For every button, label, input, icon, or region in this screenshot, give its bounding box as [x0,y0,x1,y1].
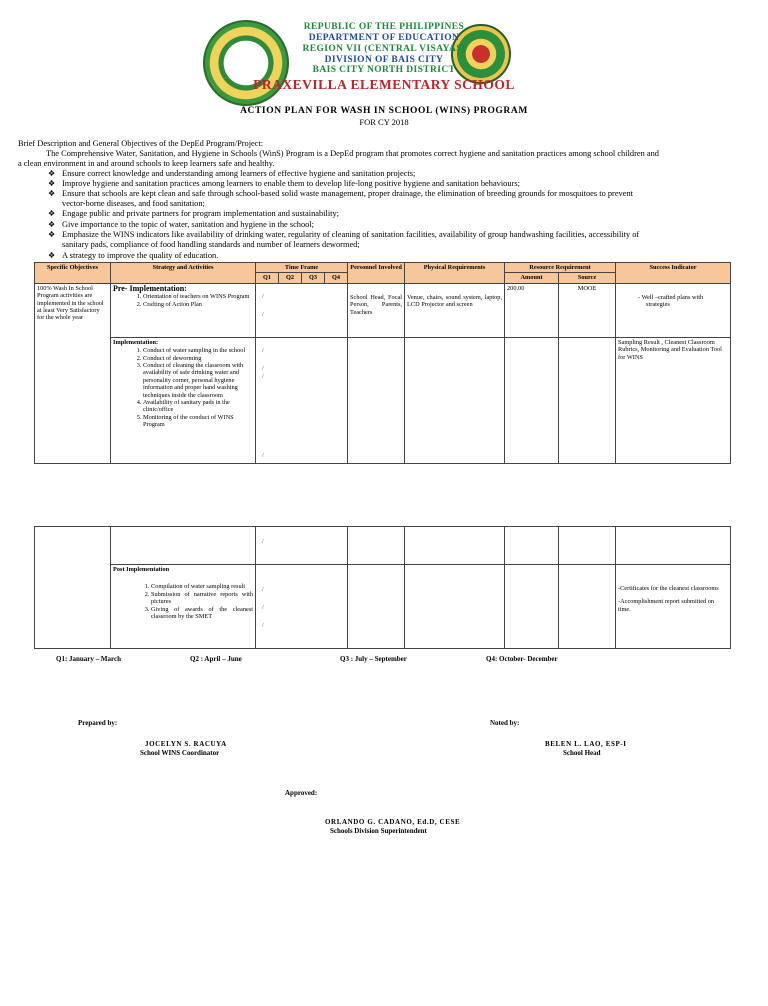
diamond-bullet-icon: ❖ [48,220,56,229]
objective-bullet: ❖ A strategy to improve the quality of education. [48,251,219,260]
post-implementation-cell [111,565,256,649]
diamond-bullet-icon: ❖ [48,189,56,198]
check-mark: / [262,293,264,300]
approved-label: Approved: [285,789,318,797]
prepared-by-name: JOCELYN S. RACUYA [145,740,227,748]
approved-name: ORLANDO G. CADANO, Ed.D, CESE [325,818,461,826]
success-indicator-cell: Sampling Result , Cleanest Classroom Rubrics, Monitoring and Evaluation Tool for WINS [616,337,731,463]
diamond-bullet-icon: ❖ [48,179,56,188]
check-mark: / [262,452,264,459]
physical-requirements-cell [405,337,505,463]
objective-bullet-continued: sanitary pads, compliance of food handling standards and number of learners dewormed; [62,240,360,249]
table-row-continued [35,527,731,565]
header-physical-requirements: Physical Requirements [405,263,505,284]
legend-q1: Q1: January – March [56,655,122,663]
check-mark: / [262,347,264,354]
prepared-by-label: Prepared by: [78,719,118,727]
time-frame-cell [256,527,348,565]
objective-bullet: ❖ Ensure that schools are kept clean and safe through school-based solid waste management, proper drainage, the elimination of breeding grounds for mosquitoes to prevent [48,189,633,198]
amount-cell [505,337,559,463]
table-row-pre-implementation [35,283,731,337]
legend-q4: Q4: October- December [486,655,558,663]
time-frame-cell [256,337,348,463]
action-plan-table-continued [34,526,731,649]
header-time-frame: Time Frame [256,263,348,273]
table-row-post-implementation [35,565,731,649]
description-body-1: The Comprehensive Water, Sanitation, and Hygiene in Schools (WinS) Program is a DepEd program that promotes correct hygiene and sanitation practices among school children and [46,149,659,158]
pre-implementation-label: Pre- Implementation: [113,283,187,293]
objective-cell: 100% Wash In School Program activities are implemented in the school at least Very Satisfactory for the whole year [35,283,111,463]
school-name: PRAXEVILLA ELEMENTARY SCHOOL [253,77,515,92]
noted-by-label: Noted by: [490,719,520,727]
objective-bullet: ❖ Give importance to the topic of water, sanitation and hygiene in the school; [48,220,315,229]
header-success-indicator: Success Indicator [616,263,731,284]
success-indicator-cell [616,283,731,337]
physical-requirements-cell [405,565,505,649]
list-item: 1. Orientation of teachers on WINS Program [143,293,253,300]
diamond-bullet-icon: ❖ [48,230,56,239]
objective-bullet: ❖ Improve hygiene and sanitation practices among learners to enable them to develop life-long positive hygiene and sanitation behaviours; [48,179,520,188]
pre-implementation-cell [111,283,256,337]
personnel-cell: School Head, Focal Person, Parents, Teachers [348,283,405,337]
noted-by-title: School Head [563,749,601,757]
header-q4: Q4 [325,273,348,283]
plan-year: FOR CY 2018 [359,117,409,127]
action-plan-table [34,262,731,464]
success-dash: - [638,293,642,301]
check-mark: / [262,539,264,545]
objective-bullet: ❖ Ensure correct knowledge and understanding among learners of effective hygiene and sanitation projects; [48,169,416,178]
source-cell: MOOE [559,283,616,337]
legend-q3: Q3 : July – September [340,655,407,663]
amount-cell [505,565,559,649]
header-district: BAIS CITY NORTH DISTRICT [312,65,456,75]
objective-bullet: ❖ Emphasize the WINS indicators like availability of drinking water, regularity of cleaning of sanitation facilities, availability of group handwashing facilities, accessibility of [48,230,640,239]
physical-requirements-cell: Venue, chairs, sound system, laptop, LCD Projector and screen [405,283,505,337]
implementation-cell [111,337,256,463]
objective-bullet: ❖ Engage public and private partners for program implementation and sustainability; [48,209,339,218]
success-certificates: -Certificates for the cleanest classrooms [618,585,719,592]
noted-by-name: BELEN L. LAO, ESP-I [545,740,627,748]
source-cell [559,565,616,649]
check-mark: / [262,311,264,318]
header-republic: REPUBLIC OF THE PHILIPPINES [303,22,465,32]
success-accomplishment: -Accomplishment report submitted on time. [618,598,715,613]
header-division: DIVISION OF BAIS CITY [324,55,444,65]
check-mark: / [262,623,264,629]
list-item: 5. Monitoring of the conduct of WINS Program [143,414,253,429]
check-mark: / [262,587,264,593]
diamond-bullet-icon: ❖ [48,209,56,218]
post-implementation-label: Post Implementation [113,566,170,573]
legend-q2: Q2 : April – June [190,655,242,663]
header-q3: Q3 [302,273,325,283]
implementation-label: Implementation: [113,338,159,346]
list-item: 2. Crafting of Action Plan [143,301,253,308]
list-item: 2. Submission of narrative reports with pictures [151,591,253,606]
description-label: Brief Description and General Objectives of the DepEd Program/Project: [18,139,264,148]
physical-requirements-cell [405,527,505,565]
header-department: DEPARTMENT OF EDUCATION [308,33,460,43]
list-item: 3. Giving of awards of the cleanest classroom by the SMET [151,606,253,621]
objective-bullet-continued: vector-borne diseases, and food sanitation; [62,199,205,208]
description-body-2: a clean environment in and around schools to keep learners safe and healthy. [18,159,275,168]
header-q1: Q1 [256,273,279,283]
header-amount: Amount [505,273,559,283]
header-source: Source [559,273,616,283]
success-text: Well –crafted plans with strategies [641,293,704,309]
plan-title: ACTION PLAN FOR WASH IN SCHOOL (WINS) PROGRAM [240,106,528,116]
approved-title: Schools Division Superintendent [330,827,427,835]
header-q2: Q2 [279,273,302,283]
source-cell [559,337,616,463]
header-resource-requirement: Resource Requirement [505,263,616,273]
header-specific-objectives: Specific Objectives [35,263,111,284]
personnel-cell [348,527,405,565]
time-frame-cell [256,283,348,337]
list-item: 2. Conduct of deworming [143,355,253,362]
personnel-cell [348,565,405,649]
amount-cell [505,527,559,565]
list-item: 1. Compilation of water sampling result [151,583,253,590]
check-mark: / [262,373,264,380]
check-mark: / [262,605,264,611]
diamond-bullet-icon: ❖ [48,251,56,260]
table-row-implementation [35,337,731,463]
list-item: 3. Conduct of cleaning the classroom with availability of safe drinking water and personality corner, personal hygiene information and proper hand washing techniques inside the classroom [143,362,253,399]
objective-cell [35,527,111,649]
amount-cell: 200.00 [505,283,559,337]
time-frame-cell [256,565,348,649]
check-mark: / [262,365,264,372]
success-indicator-cell [616,565,731,649]
diamond-bullet-icon: ❖ [48,169,56,178]
header-personnel: Personnel Involved [348,263,405,284]
list-item: 4. Availability of sanitary pads in the clinic/office [143,399,253,414]
header-region: REGION VII (CENTRAL VISAYAS) [302,44,466,54]
strategy-cell [111,527,256,565]
prepared-by-title: School WINS Coordinator [140,749,220,757]
success-indicator-cell [616,527,731,565]
list-item: 1. Conduct of water sampling in the school [143,347,253,354]
header-strategy-activities: Strategy and Activities [111,263,256,284]
personnel-cell [348,337,405,463]
source-cell [559,527,616,565]
